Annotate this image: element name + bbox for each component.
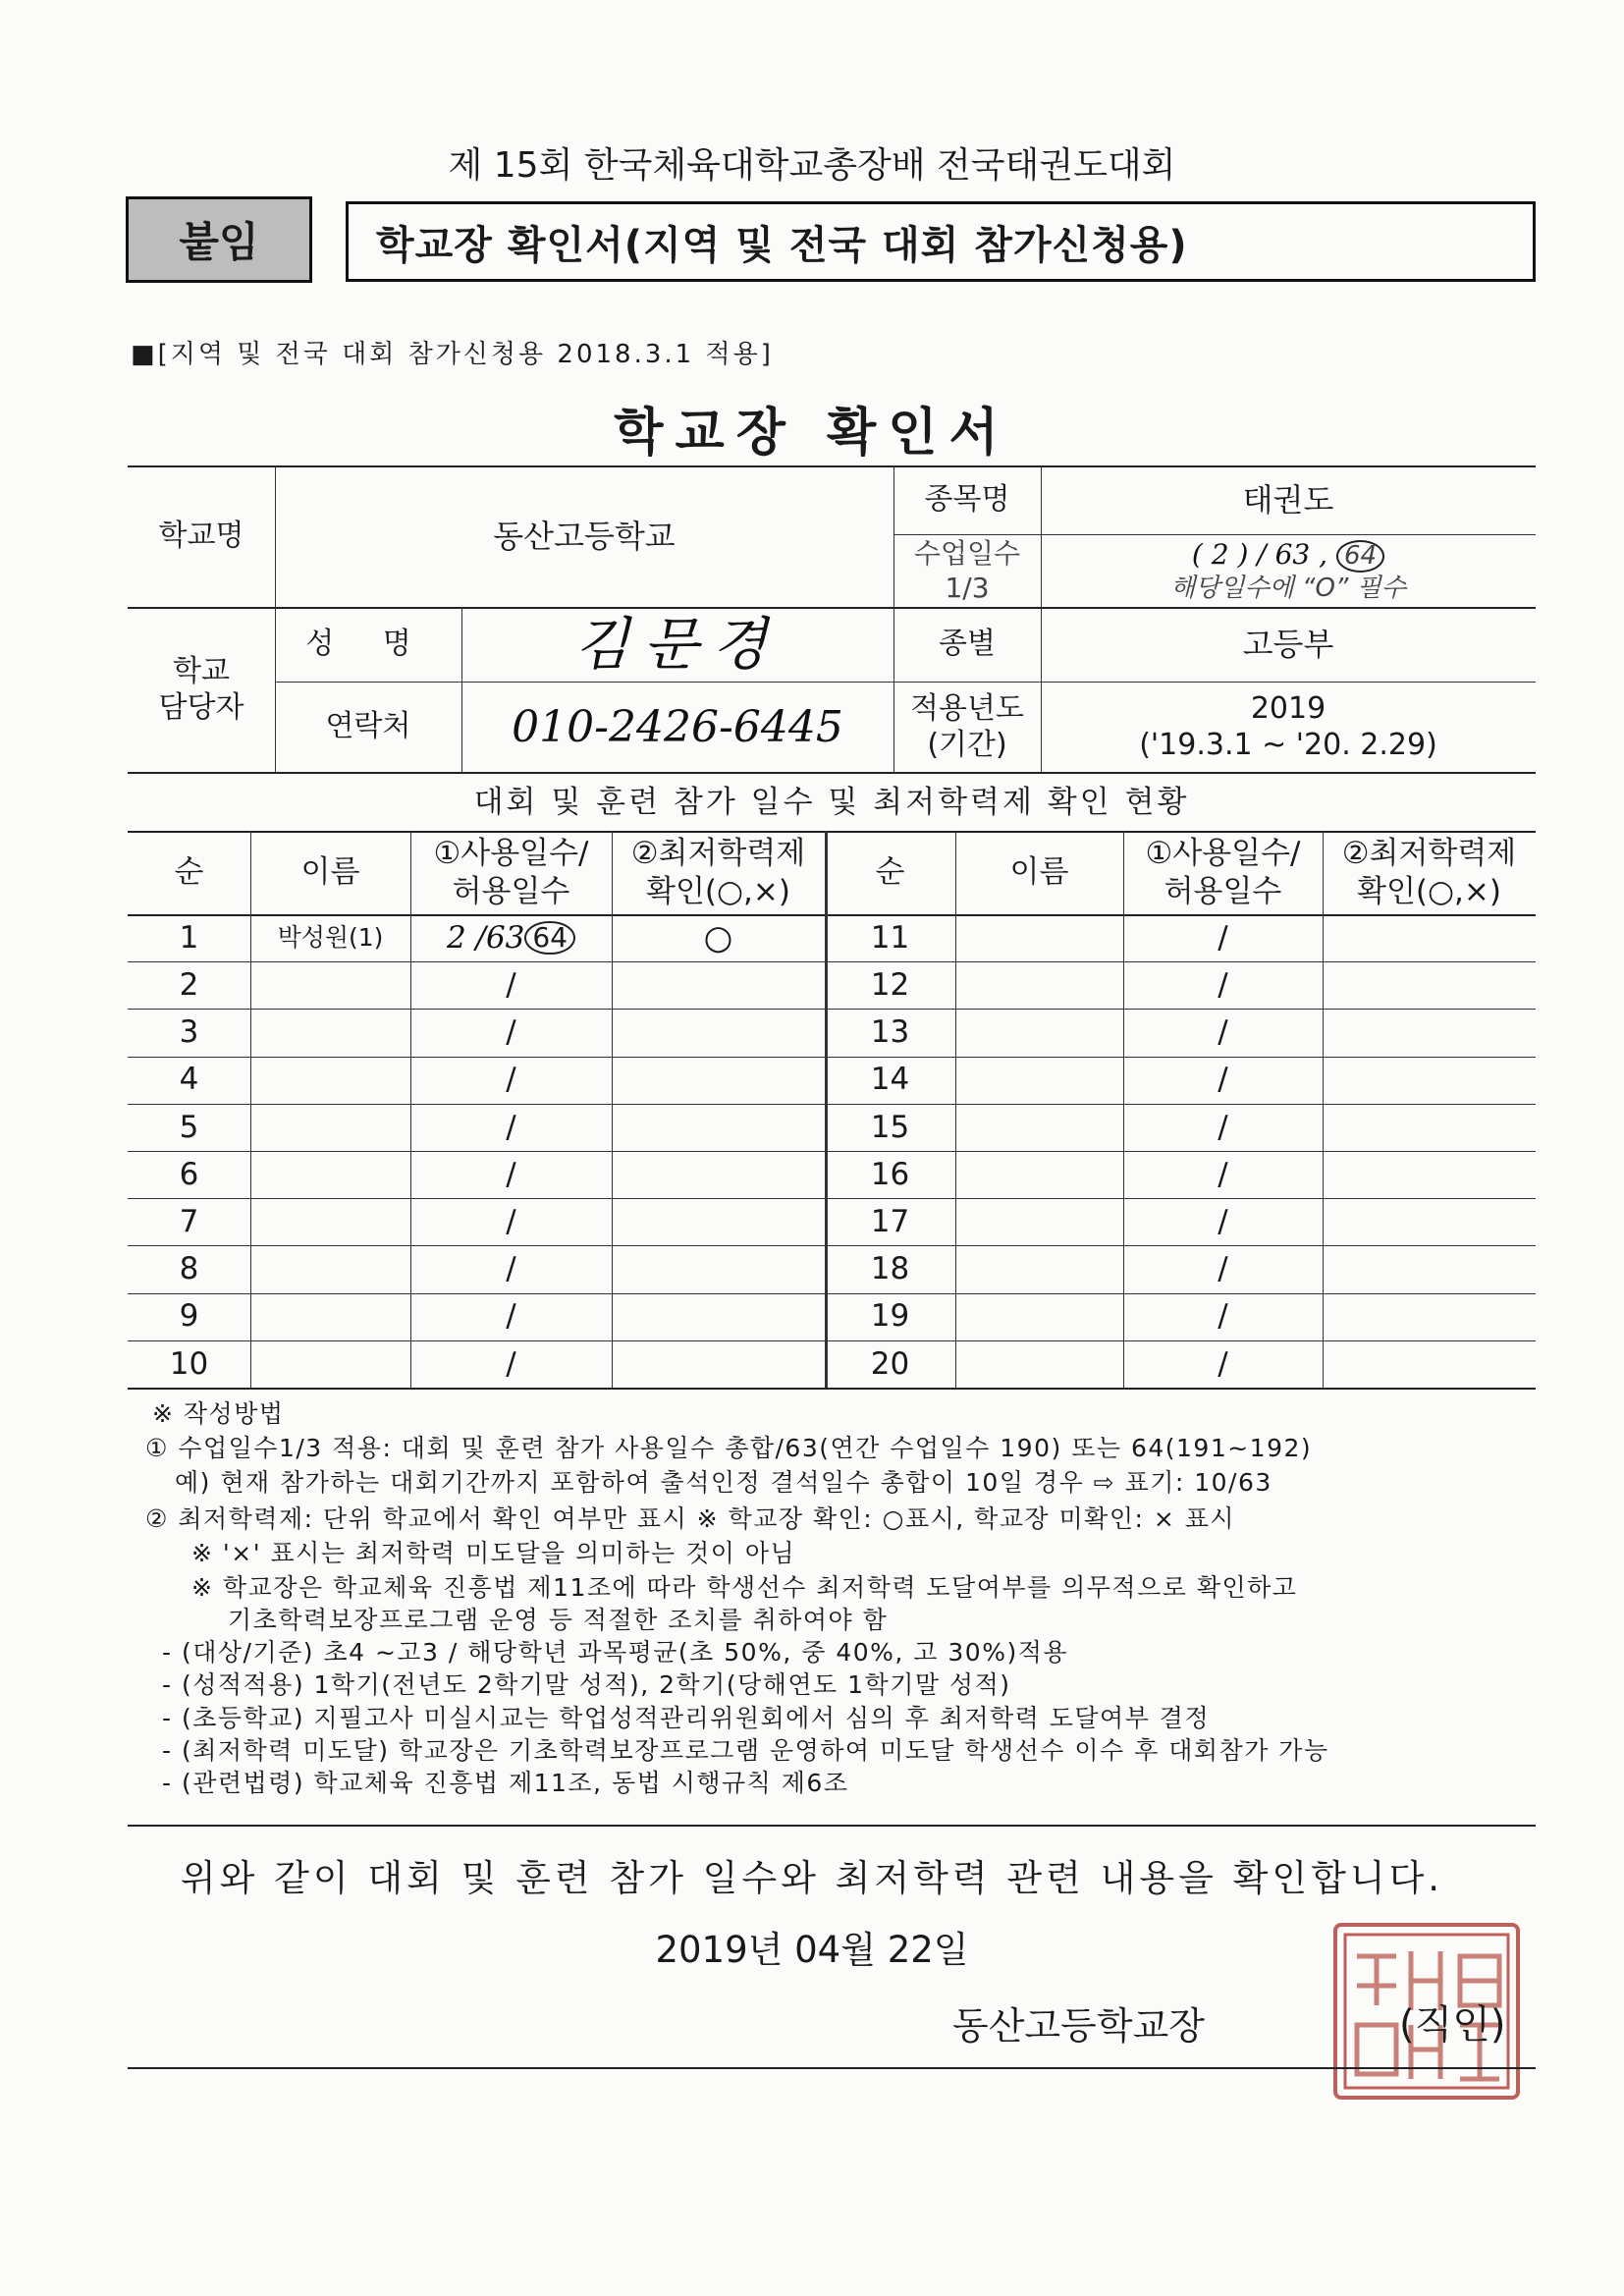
row-days — [410, 1057, 612, 1104]
header-check-1: ②최저학력제 — [1341, 835, 1517, 871]
row-name — [955, 914, 1123, 961]
contact-label: 연락처 — [325, 709, 411, 744]
row-name: 박성원(1) — [277, 923, 384, 953]
manager-label — [128, 607, 275, 772]
row-seq: 16 — [870, 1156, 910, 1192]
row-check — [1323, 1151, 1536, 1198]
method-line: ※ '×' 표시는 최저학력 미도달을 의미하는 것이 아님 — [191, 1539, 796, 1567]
row-check — [1323, 961, 1536, 1009]
manager-label-1: 학교 — [173, 653, 230, 688]
row-name — [955, 1340, 1123, 1388]
year-label-1: 적용년도 — [910, 690, 1024, 726]
row-seq: 17 — [870, 1203, 910, 1239]
row-days-circled: 64 — [524, 921, 575, 956]
row-name — [955, 1104, 1123, 1151]
row-check — [1323, 1293, 1536, 1340]
row-seq: 12 — [870, 966, 910, 1003]
method-line: - (관련법령) 학교체육 진흥법 제11조, 동법 시행규칙 제6조 — [162, 1769, 849, 1797]
row-days-value: / — [1218, 1156, 1228, 1192]
row-check — [1323, 1245, 1536, 1292]
row-seq: 2 — [179, 966, 199, 1003]
header-check-right — [1323, 831, 1536, 914]
row-check — [612, 1057, 825, 1104]
row-name — [955, 1245, 1123, 1292]
row-seq: 1 — [179, 919, 199, 956]
method-line: 예) 현재 참가하는 대회기간까지 포함하여 출석인정 결석일수 총합이 10일 경우 ⇨ 표기: 10/63 — [175, 1468, 1272, 1497]
header-days-right — [1123, 831, 1323, 914]
method-line: 기초학력보장프로그램 운영 등 적절한 조치를 취하여야 함 — [228, 1606, 889, 1634]
status-bottom-rule — [128, 1388, 1536, 1390]
row-days-value: / — [1218, 1345, 1228, 1382]
header-check-1: ②최저학력제 — [630, 835, 806, 871]
method-line: - (초등학교) 지필고사 미실시교는 학업성적관리위원회에서 심의 후 최저학력 도달여부 결정 — [162, 1704, 1211, 1732]
row-days — [1123, 961, 1323, 1009]
row-days-value: / — [1218, 1298, 1228, 1335]
row-seq: 5 — [179, 1109, 199, 1145]
footer-rule — [128, 2067, 1536, 2069]
sport-value: 태권도 — [1242, 481, 1334, 519]
row-check — [612, 1151, 825, 1198]
class-days-count: ( 2 ) / 63 , — [1191, 537, 1328, 571]
row-name — [955, 961, 1123, 1009]
row-check — [612, 1104, 825, 1151]
method-line: ※ 학교장은 학교체육 진흥법 제11조에 따라 학생선수 최저학력 도달여부를 의무적으로 확인하고 — [191, 1573, 1298, 1602]
sport-label: 종목명 — [924, 482, 1010, 518]
division-value: 고등부 — [1242, 626, 1334, 663]
header-check-2: 확인(○,×) — [646, 873, 790, 909]
row-days-value: / — [1218, 1109, 1228, 1145]
row-days-value: / — [1218, 1203, 1228, 1239]
row-name — [250, 1245, 410, 1292]
row-name — [955, 1009, 1123, 1056]
year-value — [1041, 682, 1536, 772]
form-subtitle: 학교장 확인서(지역 및 전국 대회 참가신청용) — [346, 201, 1536, 282]
row-seq: 8 — [179, 1251, 199, 1287]
row-days — [1123, 1104, 1323, 1151]
row-name — [250, 1151, 410, 1198]
row-name — [955, 1057, 1123, 1104]
row-days-value: / — [1218, 1062, 1228, 1098]
row-days-value: 2 /63 — [446, 919, 525, 956]
manager-name-handwritten: 김문경 — [573, 610, 782, 678]
method-line: - (최저학력 미도달) 학교장은 기초학력보장프로그램 운영하여 미도달 학생선수 이수 후 대회참가 가능 — [162, 1736, 1329, 1765]
row-days-value: / — [506, 1109, 516, 1145]
row-name — [250, 1293, 410, 1340]
row-days — [410, 1245, 612, 1292]
year-label-2: (기간) — [927, 728, 1007, 762]
school-label: 학교명 — [158, 519, 244, 554]
manager-label-2: 담당자 — [158, 690, 244, 725]
issue-date: 2019년 04월 22일 — [655, 1929, 969, 1971]
row-days-value: / — [506, 1014, 516, 1051]
row-days — [1123, 1198, 1323, 1245]
header-days-1: ①사용일수/ — [1145, 835, 1301, 871]
class-days-label-2: 1/3 — [945, 572, 990, 604]
period-range: ('19.3.1 ~ '20. 2.29) — [1139, 728, 1437, 762]
row-days-value: / — [506, 1298, 516, 1335]
row-seq: 19 — [870, 1298, 910, 1335]
division-label: 종별 — [939, 627, 996, 662]
row-check — [1323, 914, 1536, 961]
row-seq: 6 — [179, 1156, 199, 1192]
principal-title: 동산고등학교장 — [952, 2004, 1205, 2048]
row-seq: 7 — [179, 1203, 199, 1239]
row-check — [1323, 1198, 1536, 1245]
row-name — [955, 1198, 1123, 1245]
method-line: - (대상/기준) 초4 ~고3 / 해당학년 과목평균(초 50%, 중 40%, 고 30%)적용 — [162, 1638, 1068, 1667]
row-seq: 9 — [179, 1298, 199, 1335]
row-name — [250, 1198, 410, 1245]
header-check — [612, 831, 825, 914]
school-value: 동산고등학교 — [493, 518, 676, 555]
row-check — [612, 1009, 825, 1056]
seal-label: (직인) — [1399, 2002, 1506, 2048]
confirmation-sentence: 위와 같이 대회 및 훈련 참가 일수와 최저학력 관련 내용을 확인합니다. — [180, 1857, 1444, 1899]
document-title: 학교장 확인서 — [614, 404, 1010, 463]
row-days-value: / — [506, 1156, 516, 1192]
row-days — [1123, 914, 1323, 961]
row-seq: 3 — [179, 1014, 199, 1051]
row-days — [1123, 1009, 1323, 1056]
class-days-circled: 64 — [1336, 540, 1384, 573]
row-days — [1123, 1340, 1323, 1388]
row-seq: 14 — [870, 1062, 910, 1098]
header-days — [410, 831, 612, 914]
header-days-2: 허용일수 — [452, 873, 570, 909]
row-days — [1123, 1057, 1323, 1104]
method-bottom-rule — [128, 1825, 1536, 1827]
row-days-value: / — [506, 966, 516, 1003]
row-days — [410, 961, 612, 1009]
row-days-value: / — [1218, 1251, 1228, 1287]
row-name — [955, 1151, 1123, 1198]
class-days-value — [1041, 534, 1536, 607]
info-bottom-rule — [128, 772, 1536, 774]
year-number: 2019 — [1250, 690, 1326, 726]
row-days — [1123, 1293, 1323, 1340]
row-days — [410, 1104, 612, 1151]
class-days-label — [893, 534, 1041, 607]
method-heading: ※ 작성방법 — [152, 1399, 285, 1428]
row-seq: 4 — [179, 1062, 199, 1098]
row-check — [1323, 1009, 1536, 1056]
row-days-value: / — [506, 1062, 516, 1098]
row-seq: 18 — [870, 1251, 910, 1287]
row-check — [612, 1198, 825, 1245]
row-seq: 15 — [870, 1109, 910, 1145]
row-days — [410, 1198, 612, 1245]
header-name: 이름 — [300, 854, 360, 891]
row-check: ○ — [703, 917, 733, 957]
row-days-value: / — [1218, 1014, 1228, 1051]
header-check-2: 확인(○,×) — [1357, 873, 1501, 909]
row-days-value: / — [506, 1251, 516, 1287]
header-seq: 순 — [174, 854, 204, 891]
row-days-value: / — [506, 1345, 516, 1382]
method-line: ② 최저학력제: 단위 학교에서 확인 여부만 표시 ※ 학교장 확인: ○표시, 학교장 미확인: × 표시 — [145, 1504, 1236, 1533]
header-days-2: 허용일수 — [1164, 873, 1282, 909]
row-seq: 11 — [870, 919, 910, 956]
row-name — [955, 1293, 1123, 1340]
name-label: 성 명 — [305, 627, 431, 662]
row-seq: 10 — [169, 1345, 209, 1382]
row-days-value: / — [1218, 919, 1228, 956]
class-days-note: 해당일수에 “O” 필수 — [1170, 573, 1406, 603]
row-name — [250, 1340, 410, 1388]
row-days — [410, 914, 612, 961]
row-seq: 13 — [870, 1014, 910, 1051]
row-check — [612, 961, 825, 1009]
row-days — [1123, 1151, 1323, 1198]
contact-handwritten: 010-2426-6445 — [512, 701, 843, 752]
class-days-label-1: 수업일수 — [913, 537, 1021, 570]
row-name — [250, 961, 410, 1009]
attachment-badge: 붙임 — [126, 196, 312, 283]
year-label — [893, 682, 1041, 772]
method-line: ① 수업일수1/3 적용: 대회 및 훈련 참가 사용일수 총합/63(연간 수업일수 190) 또는 64(191~192) — [145, 1434, 1313, 1462]
row-days — [1123, 1245, 1323, 1292]
row-days-value: / — [506, 1203, 516, 1239]
row-check — [1323, 1104, 1536, 1151]
row-days — [410, 1340, 612, 1388]
header-name-right: 이름 — [1009, 854, 1069, 891]
status-table-title: 대회 및 훈련 참가 일수 및 최저학력제 확인 현황 — [473, 784, 1190, 820]
row-days-value: / — [1218, 966, 1228, 1003]
event-title: 제 15회 한국체육대학교총장배 전국태권도대회 — [448, 145, 1176, 186]
row-days — [410, 1151, 612, 1198]
header-seq-right: 순 — [875, 854, 905, 891]
row-days — [410, 1293, 612, 1340]
row-days — [410, 1009, 612, 1056]
row-check — [612, 1245, 825, 1292]
header-days-1: ①사용일수/ — [433, 835, 589, 871]
row-check — [612, 1293, 825, 1340]
row-seq: 20 — [870, 1345, 910, 1382]
regulation-note: ■[지역 및 전국 대회 참가신청용 2018.3.1 적용] — [131, 340, 774, 369]
row-name — [250, 1009, 410, 1056]
row-name — [250, 1057, 410, 1104]
row-name — [250, 1104, 410, 1151]
row-check — [1323, 1340, 1536, 1388]
method-line: - (성적적용) 1학기(전년도 2학기말 성적), 2학기(당해연도 1학기말 성적) — [162, 1670, 1011, 1699]
row-check — [612, 1340, 825, 1388]
row-check — [1323, 1057, 1536, 1104]
